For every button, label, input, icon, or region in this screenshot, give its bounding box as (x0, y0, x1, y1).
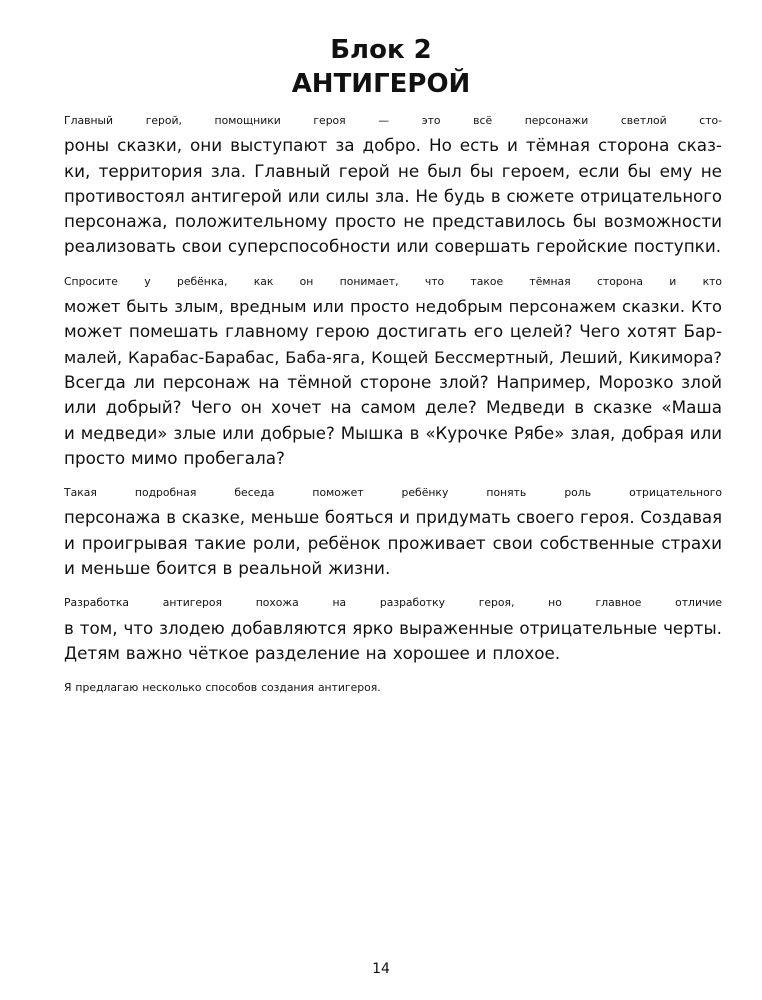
text-line: или добрый? Чего он хочет на самом деле? Медведи в сказке «Маша (64, 397, 722, 418)
page-number: 14 (372, 961, 390, 977)
text-line: может быть злым, вредным или просто недобрым персонажем сказки. Кто (64, 297, 722, 317)
text-line: и проигрывая такие роли, ребёнок проживает свои собственные страхи (64, 532, 722, 553)
paragraph-5 (40, 675, 722, 700)
text-line: может помешать главному герою достигать его целей? Чего хотят Бар- (64, 321, 722, 342)
paragraph-4 (40, 590, 722, 666)
block-title: АНТИГЕРОЙ (291, 69, 471, 99)
body-text (40, 108, 722, 710)
text-line: в том, что злодею добавляются ярко выраженные отрицательные черты. (64, 617, 722, 638)
text-line: ки, территория зла. Главный герой не был бы героем, если бы ему не (64, 160, 722, 181)
text-line: персонажа в сказке, меньше бояться и придумать своего героя. Создавая (64, 508, 722, 528)
paragraph-2 (40, 269, 722, 471)
text-line: Разработка антигероя похожа на разработку героя, но главное отличие (64, 596, 722, 610)
text-line: и медведи» злые или добрые? Мышка в «Курочке Рябе» злая, добрая или (64, 423, 722, 443)
paragraph-3 (40, 480, 722, 581)
text-line: роны сказки, они выступают за добро. Но есть и тёмная сторона сказ- (64, 135, 722, 156)
text-line: Спросите у ребёнка, как он понимает, что такое тёмная сторона и кто (64, 274, 722, 288)
block-label: Блок 2 (330, 35, 432, 65)
text-line: персонажа, положительному просто не представилось бы возможности (64, 211, 722, 232)
text-line: Такая подробная беседа поможет ребёнку понять роль отрицательного (64, 486, 722, 500)
text-line: противостоял антигерой или силы зла. Не будь в сюжете отрицательного (64, 186, 722, 206)
text-line: Главный герой, помощники героя — это всё персонажи светлой сто- (64, 114, 722, 127)
text-line: реализовать свои суперспособности или совершать геройские поступки. (64, 236, 722, 257)
text-line: Детям важно чёткое разделение на хорошее и плохое. (64, 642, 561, 663)
text-line: Всегда ли персонаж на тёмной стороне злой? Например, Морозко злой (64, 371, 722, 392)
text-line: просто мимо пробегала? (64, 447, 285, 468)
text-line: Я предлагаю несколько способов создания антигероя. (64, 681, 381, 695)
text-line: и меньше боится в реальной жизни. (64, 558, 391, 579)
paragraph-1 (40, 108, 722, 260)
text-line: малей, Карабас-Барабас, Баба-яга, Кощей Бессмертный, Леший, Кикимора? (64, 347, 722, 367)
